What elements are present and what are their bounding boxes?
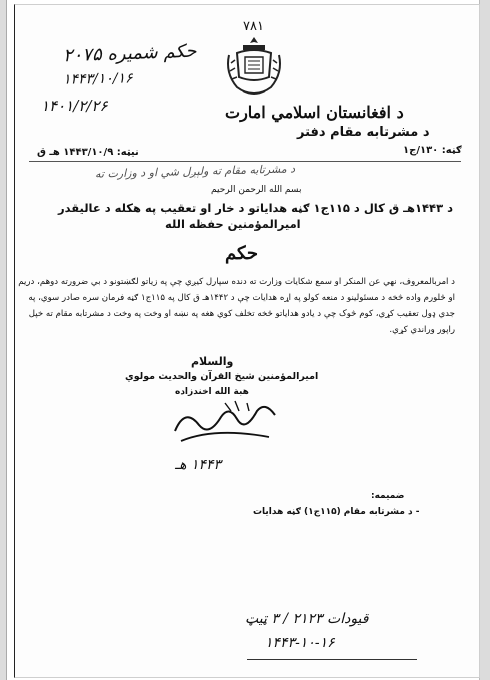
body-line-2: او څلورم واده څخه د مسئولینو د منعه کولو په اړه هدایات چې د ۱۴۴۲هـ ق کال په ۱۱۵ج۱ ګڼه فرمان سره صادر سوي، په: [28, 293, 455, 303]
footer-underline: [247, 659, 417, 660]
handwritten-order-number: حکم شمیره ۲۰۷۵: [62, 40, 197, 67]
handwritten-footer-line1: قیودات ۲۱۲۳ / ۳ ټیټ: [245, 611, 369, 627]
reference-number: ګڼه: ۱۳۰/ج۱: [403, 145, 462, 156]
attachment-item: - د مشرتابه مقام (۱۱۵ج۱) ګڼه هدایات: [253, 507, 420, 517]
body-line-4: راپور وراندي کړي.: [389, 325, 455, 335]
emirate-emblem-icon: [223, 33, 285, 99]
basmala: بسم الله الرحمن الرحيم: [211, 185, 302, 195]
scan-edge-left: [0, 0, 7, 680]
handwritten-hijri-date: ۱۴۴۳/۱۰/۱۶: [62, 70, 133, 88]
handwritten-signature: [165, 397, 285, 447]
letterhead-subtitle: د مشرتابه مقام دفتر: [297, 125, 430, 140]
decree-heading-line2: امیرالمؤمنین حفظه الله: [165, 217, 301, 231]
header-divider: [29, 161, 461, 162]
body-line-1: د امربالمعروف، نهي عن المنکر او سمع شکایات وزارت ته دنده سپارل کیږي چې په زیاتو لګښتونو د بي ضرورته دوهم، دریم: [18, 277, 455, 287]
top-number: ۷۸۱: [243, 19, 264, 34]
handwritten-solar-date: ۱۴۰۱/۲/۲۶: [41, 97, 108, 115]
signatory-name: هبة الله اخندزاده: [175, 387, 249, 397]
body-line-3: جدي ډول تعقیب کړي، کوم څوک چې د یادو هدایاتو څخه تخلف کوي هغه په نښه او وخت په وخت د مشرتابه مقام ته خپل: [28, 309, 455, 319]
document-page: [14, 4, 480, 678]
signature-date: ۱۴۴۳ هـ: [175, 457, 222, 473]
letterhead-title: د افغانستان اسلامي امارت: [225, 103, 404, 122]
closing-salutation: والسلام: [191, 355, 234, 368]
reference-date: نیټه: ۱۴۴۳/۱۰/۹ هـ ق: [37, 147, 139, 158]
scan-edge-right: [479, 0, 490, 680]
signatory-title: امیرالمؤمنین شیخ القرآن والحدیث مولوي: [125, 371, 319, 382]
handwritten-footer-line2: ۱۴۴۳-۱۰-۱۶: [265, 635, 335, 651]
decree-heading-line1: د ۱۴۴۳هـ ق کال د ۱۱۵ج۱ ګڼه هدایاتو د خار او تعقیب په هکله د عالیقدر: [57, 201, 453, 215]
attachment-label: ضمیمه:: [371, 491, 405, 501]
handwritten-note: د مشرتابه مقام ته ولېږل شي او د وزارت ته: [94, 162, 296, 181]
decree-title: حکم: [225, 243, 259, 264]
